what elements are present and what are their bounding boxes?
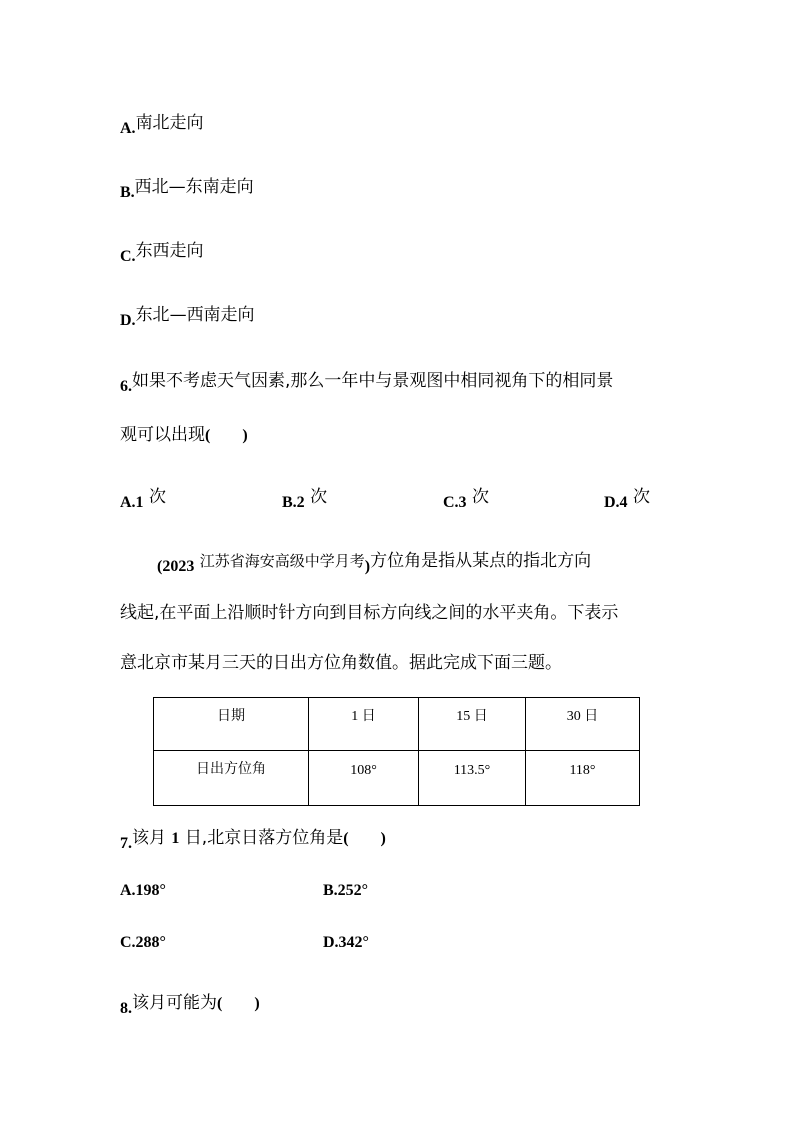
question-text: 日,北京日落方位角是 bbox=[184, 828, 344, 848]
table-header-cell: 日期 bbox=[154, 698, 309, 751]
option-label: D.4 bbox=[604, 494, 628, 511]
source-year: (2023 bbox=[157, 558, 195, 575]
option-text: 次 bbox=[632, 487, 650, 507]
question-number: 6. bbox=[120, 378, 132, 395]
dash: — bbox=[169, 305, 187, 325]
q7-line bbox=[120, 823, 386, 852]
question-number: 7. bbox=[120, 835, 132, 852]
intro-line1 bbox=[157, 546, 592, 575]
answer-blank: ( ) bbox=[217, 995, 260, 1012]
question-text: 观可以出现 bbox=[120, 425, 205, 445]
option-label: B. bbox=[120, 184, 135, 201]
q7-option-a: A.198° bbox=[120, 882, 166, 899]
table-cell: 108° bbox=[309, 751, 419, 806]
intro-text: 意北京市某月三天的日出方位角数值。据此完成下面三题。 bbox=[120, 653, 562, 673]
table-row-label: 日出方位角 bbox=[154, 751, 309, 806]
option-label: C.3 bbox=[443, 494, 467, 511]
table-header-cell: 30 日 bbox=[526, 698, 640, 751]
question-text: 该月可能为 bbox=[132, 993, 217, 1013]
option-label: D. bbox=[120, 312, 136, 329]
q6-line1 bbox=[120, 366, 614, 395]
option-a bbox=[120, 108, 204, 137]
option-text: 东北 bbox=[135, 305, 170, 325]
answer-blank: ( ) bbox=[205, 427, 248, 444]
day-number: 1 bbox=[171, 830, 180, 847]
q8-line bbox=[120, 988, 260, 1017]
table-cell: 118° bbox=[526, 751, 640, 806]
option-text: 西南走向 bbox=[186, 305, 255, 325]
option-label: A. bbox=[120, 120, 136, 137]
option-text: 东南走向 bbox=[185, 177, 254, 197]
option-c bbox=[120, 236, 204, 265]
intro-line2 bbox=[120, 598, 618, 623]
option-label: B.2 bbox=[282, 494, 305, 511]
q7-option-c: C.288° bbox=[120, 934, 166, 951]
q7-option-b: B.252° bbox=[323, 882, 369, 899]
table-cell: 113.5° bbox=[419, 751, 526, 806]
intro-text: 线起,在平面上沿顺时针方向到目标方向线之间的水平夹角。下表示 bbox=[120, 603, 619, 623]
option-text: 次 bbox=[310, 487, 328, 507]
table-header-cell: 1 日 bbox=[309, 698, 419, 751]
option-label: A.1 bbox=[120, 494, 144, 511]
q6-option-a bbox=[120, 482, 166, 511]
q6-option-b bbox=[282, 482, 328, 511]
table-header-cell: 15 日 bbox=[419, 698, 526, 751]
source-close: ) bbox=[364, 558, 371, 575]
dash: — bbox=[168, 177, 186, 197]
answer-blank: ( ) bbox=[343, 830, 386, 847]
option-text: 西北 bbox=[134, 177, 169, 197]
q6-option-d bbox=[604, 482, 650, 511]
intro-text: 方位角是指从某点的指北方向 bbox=[370, 551, 592, 571]
option-text: 次 bbox=[471, 487, 489, 507]
source-name: 江苏省海安高级中学月考 bbox=[199, 552, 365, 570]
option-text: 东西走向 bbox=[135, 241, 204, 261]
option-text: 南北走向 bbox=[135, 113, 204, 133]
option-text: 次 bbox=[148, 487, 166, 507]
table-row bbox=[154, 751, 640, 806]
question-number: 8. bbox=[120, 1000, 132, 1017]
table-header-row bbox=[154, 698, 640, 751]
option-label: C. bbox=[120, 248, 136, 265]
intro-line3 bbox=[120, 648, 562, 673]
question-text: 该月 bbox=[132, 828, 166, 848]
q7-option-d: D.342° bbox=[323, 934, 369, 951]
option-b bbox=[120, 172, 254, 201]
sunrise-azimuth-table bbox=[153, 697, 640, 806]
q6-option-c bbox=[443, 482, 489, 511]
question-text: 如果不考虑天气因素,那么一年中与景观图中相同视角下的相同景 bbox=[132, 371, 614, 391]
option-d bbox=[120, 300, 255, 329]
q6-line2 bbox=[120, 420, 248, 445]
